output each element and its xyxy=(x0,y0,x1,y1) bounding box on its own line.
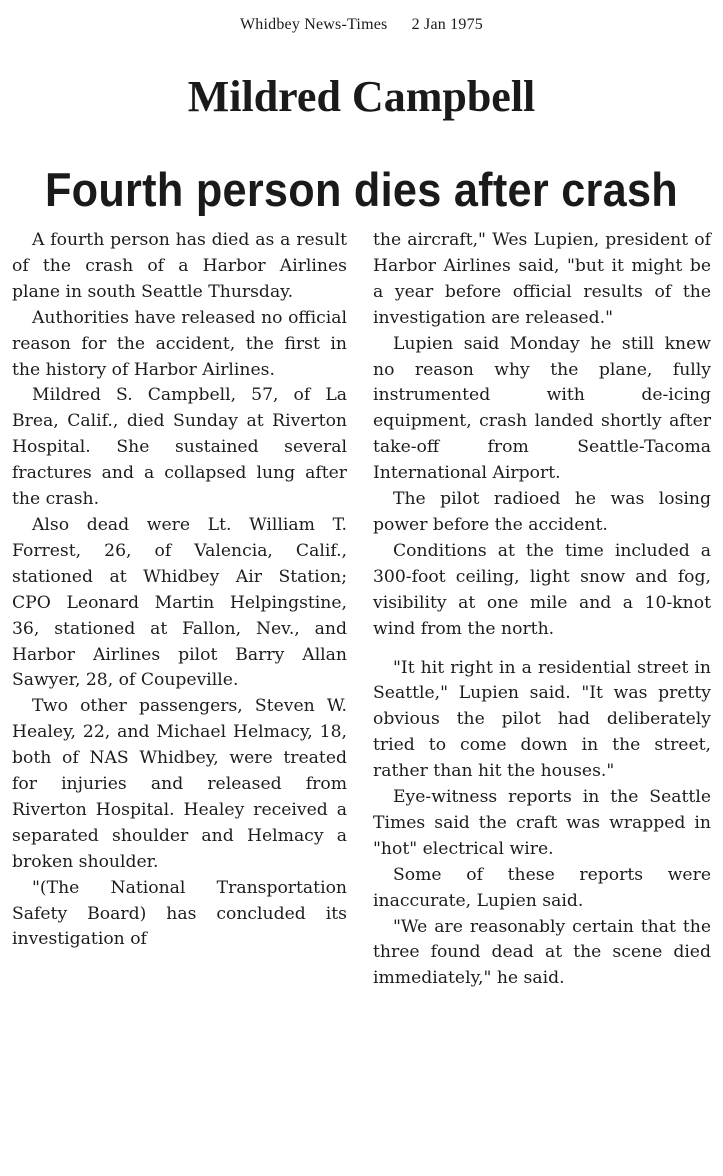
paragraph: the aircraft," Wes Lupien, president of Harbor Airlines said, "but it might be a year before official results of the investigation are released." xyxy=(373,230,711,328)
paragraph: "It hit right in a residential street in Seattle," Lupien said. "It was pretty obvious the pilot had deliberately tried to come down in the street, rather than hit the houses." xyxy=(373,657,711,782)
person-name-heading: Mildred Campbell xyxy=(187,72,536,121)
publication-date: 2 Jan 1975 xyxy=(411,16,483,33)
paragraph: Conditions at the time included a 300-foot ceiling, light snow and fog, visibility at one mile and a 10-knot wind from the north. xyxy=(373,540,711,639)
source-line xyxy=(0,16,723,34)
article-column-left xyxy=(12,228,347,953)
paragraph: Some of these reports were inaccurate, Lupien said. xyxy=(373,864,711,911)
paragraph: The pilot radioed he was losing power before the accident. xyxy=(373,489,711,535)
paragraph: Lupien said Monday he still knew no reason why the plane, fully instrumented with de-icing equipment, crash landed shortly after take-off from Seattle-Tacoma International Airport. xyxy=(373,333,711,484)
article-column-right xyxy=(373,228,711,992)
headline: Fourth person dies after crash xyxy=(44,163,678,216)
paragraph: Authorities have released no official reason for the accident, the first in the history of Harbor Airlines. xyxy=(12,307,347,380)
paragraph: Mildred S. Campbell, 57, of La Brea, Calif., died Sunday at Riverton Hospital. She sustained several fractures and a collapsed lung after the crash. xyxy=(12,385,347,510)
paragraph: "We are reasonably certain that the three found dead at the scene died immediately," he said. xyxy=(373,916,711,989)
paragraph: "(The National Transportation Safety Board) has concluded its investigation of xyxy=(12,877,347,950)
paragraph: Eye-witness reports in the Seattle Times said the craft was wrapped in "hot" electrical wire. xyxy=(373,787,711,859)
paragraph: Two other passengers, Steven W. Healey, 22, and Michael Helmacy, 18, both of NAS Whidbey, were treated for injuries and released from Riverton Hospital. Healey received a separated shoulder and Helmacy a broken shoulder. xyxy=(12,696,347,872)
paragraph: A fourth person has died as a result of the crash of a Harbor Airlines plane in south Seattle Thursday. xyxy=(12,230,347,302)
paragraph: Also dead were Lt. William T. Forrest, 26, of Valencia, Calif., stationed at Whidbey Air Station; CPO Leonard Martin Helpingstine, 36, stationed at Fallon, Nev., and Harbor Airlines pilot Barry Allan Sawyer, 28, of Coupeville. xyxy=(12,514,347,691)
publication-name: Whidbey News-Times xyxy=(240,16,388,33)
